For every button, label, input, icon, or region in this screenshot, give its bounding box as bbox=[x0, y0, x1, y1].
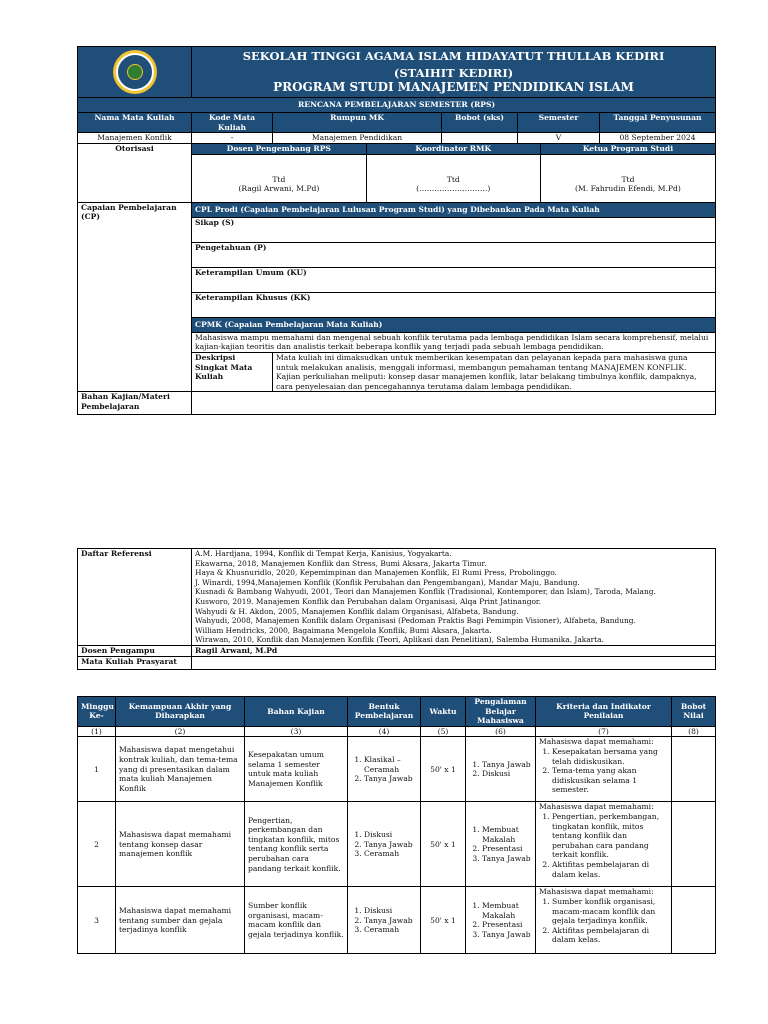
plan-header-time: Waktu bbox=[421, 697, 466, 727]
list-item: 3. Tanya Jawab bbox=[482, 854, 532, 864]
plan-weight bbox=[672, 802, 716, 887]
plan-time: 50' x 1 bbox=[421, 802, 466, 887]
authorization-header-head: Ketua Program Studi bbox=[540, 144, 715, 155]
cpl-header: CPL Prodi (Capaian Pembelajaran Lulusan Program Studi) yang Dibebankan Pada Mata Kuliah bbox=[192, 202, 716, 217]
authorization-header-developer: Dosen Pengembang RPS bbox=[192, 144, 366, 155]
references-table bbox=[77, 548, 716, 670]
course-header-cluster: Rumpun MK bbox=[273, 113, 442, 133]
references-list bbox=[192, 549, 716, 646]
plan-header-criteria: Kriteria dan Indikator Penilaian bbox=[536, 697, 672, 727]
list-item: 1. Membuat Makalah bbox=[482, 901, 532, 920]
signature-coordinator bbox=[366, 154, 540, 202]
plan-format bbox=[348, 887, 421, 954]
list-item: 1. Klasikal – Ceramah bbox=[364, 755, 417, 774]
study-material-text bbox=[192, 392, 716, 415]
signature-head bbox=[540, 154, 715, 202]
list-item: 2. Tanya Jawab bbox=[364, 916, 417, 926]
list-item: 1. Tanya Jawab bbox=[482, 760, 532, 770]
list-item: 2. Tanya Jawab bbox=[364, 840, 417, 850]
lecturer-label: Dosen Pengampu bbox=[78, 645, 192, 656]
plan-row bbox=[78, 887, 716, 954]
institution-abbreviation: (STAIHIT KEDIRI) bbox=[393, 65, 514, 80]
plan-row bbox=[78, 737, 716, 802]
plan-material: Pengertian, perkembangan dan tingkatan konflik, mitos tentang konflik serta perubahan cara pandang terkait konflik. bbox=[245, 802, 348, 887]
study-program: PROGRAM STUDI MANAJEMEN PENDIDIKAN ISLAM bbox=[273, 80, 634, 94]
column-number: (8) bbox=[672, 726, 716, 737]
cp-label: Capaian Pembelajaran (CP) bbox=[78, 202, 192, 392]
criteria-intro: Mahasiswa dapat memahami: bbox=[539, 887, 654, 897]
signer-name: (Ragil Arwani, M.Pd) bbox=[238, 184, 320, 194]
signer-name: (M. Fahrudin Efendi, M.Pd) bbox=[575, 184, 681, 194]
criteria-item: 2. Aktifitas pembelajaran di dalam kelas. bbox=[552, 926, 668, 945]
plan-header-format: Bentuk Pembelajaran bbox=[348, 697, 421, 727]
plan-header-row bbox=[78, 697, 716, 727]
list-item: 1. Diskusi bbox=[364, 830, 417, 840]
cpl-keterampilan-khusus: Keterampilan Khusus (KK) bbox=[192, 292, 716, 317]
plan-ability: Mahasiswa dapat memahami tentang sumber dan gejala terjadinya konflik bbox=[116, 887, 245, 954]
list-item: 2. Tanya Jawab bbox=[364, 774, 417, 784]
column-number: (1) bbox=[78, 726, 116, 737]
course-header-name: Nama Mata Kuliah bbox=[78, 113, 192, 133]
reference-item: Kusworo, 2019. Manajemen Konflik dan Perubahan dalam Organisasi, Alqa Print Jatinangor. bbox=[195, 596, 541, 606]
reference-item: Kusnadi & Bambang Wahyudi, 2001, Teori dan Manajemen Konflik (Tradisional, Kontemporer, dan Islam), Taroda, Malang. bbox=[195, 587, 656, 597]
study-material-label: Bahan Kajian/Materi Pembelajaran bbox=[78, 392, 192, 415]
criteria-item: 1. Kesepakatan bersama yang telah didiskusikan. bbox=[552, 747, 668, 766]
plan-experience bbox=[466, 887, 536, 954]
logo-cell bbox=[78, 47, 192, 98]
plan-body bbox=[78, 737, 716, 954]
course-value-row bbox=[78, 133, 716, 144]
signature-mark: Ttd bbox=[272, 174, 286, 184]
column-number: (5) bbox=[421, 726, 466, 737]
plan-experience bbox=[466, 737, 536, 802]
institution-banner bbox=[78, 47, 716, 98]
cpl-keterampilan-umum: Keterampilan Umum (KU) bbox=[192, 267, 716, 292]
reference-item: William Hendricks, 2000, Bagaimana Mengelola Konflik, Bumi Aksara, Jakarta. bbox=[195, 625, 492, 635]
course-header-row bbox=[78, 113, 716, 133]
column-number: (6) bbox=[466, 726, 536, 737]
references-row bbox=[78, 549, 716, 646]
rps-header-table bbox=[77, 46, 716, 415]
plan-number-row bbox=[78, 726, 716, 737]
criteria-item: 2. Tema-tema yang akan didiskusikan selama 1 semester. bbox=[552, 766, 668, 795]
plan-material: Sumber konflik organisasi, macam-macam konflik dan gejala terjadinya konflik. bbox=[245, 887, 348, 954]
plan-header-week: Minggu Ke- bbox=[78, 697, 116, 727]
criteria-item: 2. Aktifitas pembelajaran di dalam kelas. bbox=[552, 860, 668, 879]
plan-header-experience: Pengalaman Belajar Mahasiswa bbox=[466, 697, 536, 727]
plan-material: Kesepakatan umum selama 1 semester untuk mata kuliah Manajemen Konflik bbox=[245, 737, 348, 802]
course-code: - bbox=[192, 133, 273, 144]
plan-time: 50' x 1 bbox=[421, 737, 466, 802]
reference-item: Ekawarna, 2018, Manajemen Konflik dan Stress, Bumi Aksara, Jakarta Timur. bbox=[195, 558, 487, 568]
course-name: Manajemen Konflik bbox=[78, 133, 192, 144]
plan-ability: Mahasiswa dapat memahami tentang konsep dasar manajemen konflik bbox=[116, 802, 245, 887]
list-item: 3. Ceramah bbox=[364, 925, 417, 935]
signature-developer bbox=[192, 154, 366, 202]
plan-header-weight: Bobot Nilai bbox=[672, 697, 716, 727]
cpl-pengetahuan: Pengetahuan (P) bbox=[192, 242, 716, 267]
signer-name: (………………………) bbox=[416, 184, 491, 194]
list-item: 1. Diskusi bbox=[364, 906, 417, 916]
column-number: (4) bbox=[348, 726, 421, 737]
column-number: (3) bbox=[245, 726, 348, 737]
authorization-label: Otorisasi bbox=[78, 143, 192, 202]
signature-mark: Ttd bbox=[446, 174, 460, 184]
course-header-code: Kode Mata Kuliah bbox=[192, 113, 273, 133]
plan-header-material: Bahan Kajian bbox=[245, 697, 348, 727]
plan-weight bbox=[672, 887, 716, 954]
reference-item: J. Winardi, 1994,Manajemen Konflik (Konflik Perubahan dan Pengembangan), Mandar Maju, Bandung. bbox=[195, 577, 580, 587]
authorization-block bbox=[192, 143, 716, 202]
reference-item: A.M. Hardjana, 1994, Konflik di Tempat Kerja, Kanisius, Yogyakarta. bbox=[195, 549, 452, 558]
course-header-semester: Semester bbox=[518, 113, 600, 133]
plan-experience bbox=[466, 802, 536, 887]
course-credits bbox=[442, 133, 518, 144]
institution-logo bbox=[113, 50, 157, 94]
document-title: RENCANA PEMBELAJARAN SEMESTER (RPS) bbox=[78, 98, 716, 113]
plan-header-ability: Kemampuan Akhir yang Diharapkan bbox=[116, 697, 245, 727]
lecturer-row bbox=[78, 645, 716, 656]
cpmk-text: Mahasiswa mampu memahami dan mengenal sebuah konflik terutama pada lembaga pendidikan Islam secara komprehensif, melalui kajian-kajian teoritis dan analistis terkait beberapa konflik yang terjadi pada sebuah lembaga pendidikan. bbox=[192, 332, 716, 352]
plan-format bbox=[348, 802, 421, 887]
cpmk-header: CPMK (Capaian Pembelajaran Mata Kuliah) bbox=[192, 317, 716, 332]
plan-criteria bbox=[536, 737, 672, 802]
plan-ability: Mahasiswa dapat mengetahui kontrak kuliah, dan tema-tema yang di presentasikan dalam mata kuliah Manajemen Konflik bbox=[116, 737, 245, 802]
reference-item: Wahyudi, 2008, Manajemen Konflik dalam Organisasi (Pedoman Praktis Bagi Pemimpin Visioner), Alfabeta, Bandung. bbox=[195, 616, 636, 626]
criteria-item: 1. Pengertian, perkembangan, tingkatan konflik, mitos tentang konflik dan perubahan cara pandang terkait konflik. bbox=[552, 812, 668, 860]
signature-mark: Ttd bbox=[621, 174, 635, 184]
course-header-credits: Bobot (sks) bbox=[442, 113, 518, 133]
prerequisite-label: Mata Kuliah Prasyarat bbox=[78, 656, 192, 669]
column-number: (7) bbox=[536, 726, 672, 737]
criteria-intro: Mahasiswa dapat memahami: bbox=[539, 802, 654, 812]
criteria-intro: Mahasiswa dapat memahami: bbox=[539, 737, 654, 747]
prerequisite-row bbox=[78, 656, 716, 669]
reference-item: Wirawan, 2010, Konflik dan Manajemen Konflik (Teori, Aplikasi dan Penelitian), Salemba Humanika, Jakarta. bbox=[195, 635, 604, 645]
weekly-plan-table bbox=[77, 696, 716, 954]
references-label: Daftar Referensi bbox=[78, 549, 192, 646]
plan-week: 3 bbox=[78, 887, 116, 954]
list-item: 2. Diskusi bbox=[482, 769, 532, 779]
plan-week: 2 bbox=[78, 802, 116, 887]
authorization-header-coordinator: Koordinator RMK bbox=[366, 144, 540, 155]
plan-format bbox=[348, 737, 421, 802]
cp-row bbox=[78, 202, 716, 217]
course-cluster: Manajemen Pendidikan bbox=[273, 133, 442, 144]
list-item: 2. Presentasi bbox=[482, 920, 532, 930]
institution-name-cell bbox=[192, 47, 716, 98]
course-semester: V bbox=[518, 133, 600, 144]
cpl-sikap: Sikap (S) bbox=[192, 217, 716, 242]
list-item: 1. Membuat Makalah bbox=[482, 825, 532, 844]
course-header-date: Tanggal Penyusunan bbox=[600, 113, 716, 133]
plan-criteria bbox=[536, 802, 672, 887]
study-material-row bbox=[78, 392, 716, 415]
list-item: 2. Presentasi bbox=[482, 844, 532, 854]
list-item: 3. Tanya Jawab bbox=[482, 930, 532, 940]
plan-time: 50' x 1 bbox=[421, 887, 466, 954]
plan-week: 1 bbox=[78, 737, 116, 802]
plan-row bbox=[78, 802, 716, 887]
authorization-row bbox=[78, 143, 716, 202]
plan-weight bbox=[672, 737, 716, 802]
reference-item: Wahyudi & H. Akdon, 2005, Manajemen Konflik dalam Organisasi, Alfabeta, Bandung. bbox=[195, 606, 519, 616]
criteria-item: 1. Sumber konflik organisasi, macam-macam konflik dan gejala terjadinya konflik. bbox=[552, 897, 668, 926]
description-text: Mata kuliah ini dimaksudkan untuk memberikan kesempatan dan pelayanan kepada para mahasiswa guna untuk melakukan analisis, menggali informasi, membangun pemahaman tentang MANAJEMEN KONFLIK. Kajian perkuliahan meliputi: konsep dasar manajemen konflik, latar belakang timbulnya konflik, dampaknya, cara penyelesaian dan pencegahannya terutama dalam lembaga pendidikan. bbox=[273, 352, 716, 391]
reference-item: Haya & Khusnuridlo, 2020, Kepemimpinan dan Manajemen Konflik, El Rumi Press, Probolinggo. bbox=[195, 568, 557, 578]
institution-name: SEKOLAH TINGGI AGAMA ISLAM HIDAYATUT THULLAB KEDIRI bbox=[242, 49, 665, 63]
plan-criteria bbox=[536, 887, 672, 954]
prerequisite-value bbox=[192, 656, 716, 669]
lecturer-name: Ragil Arwani, M.Pd bbox=[192, 645, 716, 656]
course-date: 08 September 2024 bbox=[600, 133, 716, 144]
list-item: 3. Ceramah bbox=[364, 849, 417, 859]
description-label: Deskripsi Singkat Mata Kuliah bbox=[192, 352, 273, 391]
column-number: (2) bbox=[116, 726, 245, 737]
